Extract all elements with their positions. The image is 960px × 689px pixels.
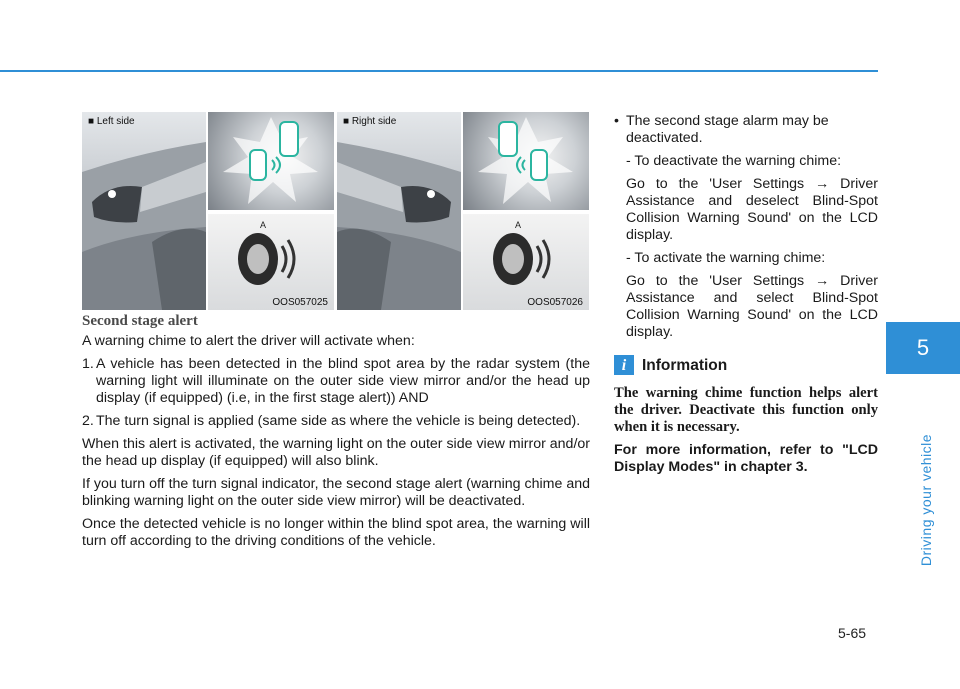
- chapter-number: 5: [916, 335, 930, 360]
- information-header: [614, 355, 878, 375]
- section-heading: Second stage alert: [82, 313, 198, 329]
- speaker-label: A: [515, 220, 522, 230]
- chapter-tab: [886, 322, 960, 374]
- figure-right-side: [337, 112, 590, 310]
- info-icon: i: [614, 355, 634, 375]
- list-item: 2. The turn signal is applied (same side as where the vehicle is being detected).: [82, 413, 581, 429]
- car-mirror-icon: [82, 112, 206, 310]
- left-column: [82, 313, 590, 556]
- information-reference: For more information, refer to "LCD Display Modes" in chapter 3.: [614, 442, 878, 475]
- body-paragraph: When this alert is activated, the warning light on the outer side view mirror and/or the head up display (if equipped) will also blink.: [82, 436, 590, 469]
- list-item: 1. A vehicle has been detected in the blind spot area by the radar system (the warning light will illuminate on the outer side view mirror and/or the head up display (if equipped) (i.e, in the first stage alert)) AND: [82, 356, 590, 406]
- figure-left-side: [82, 112, 334, 310]
- section-title: Driving your vehicle: [918, 433, 934, 567]
- information-body: The warning chime function helps alert the driver. Deactivate this function only when it is necessary.: [614, 385, 878, 435]
- header-rule: [0, 70, 878, 72]
- speaker-label: A: [260, 220, 267, 230]
- information-title: Information: [642, 356, 728, 374]
- car-mirror-icon: [337, 112, 461, 310]
- figure-label: ■ Left side: [88, 116, 135, 127]
- figure-code: OOS057026: [527, 297, 583, 308]
- speaker-illustration: [463, 214, 589, 310]
- right-column: [614, 113, 878, 482]
- bullet-item: • The second stage alarm may be deactivated.: [614, 113, 829, 146]
- figure-code: OOS057025: [272, 297, 328, 308]
- intro-paragraph: A warning chime to alert the driver will activate when:: [82, 333, 415, 349]
- figure-label: ■ Right side: [343, 116, 397, 127]
- vehicles-icon: [208, 112, 334, 210]
- vehicles-icon: [463, 112, 589, 210]
- page-number: 5-65: [838, 625, 867, 641]
- body-paragraph: Once the detected vehicle is no longer within the blind spot area, the warning will turn off according to the driving conditions of the vehicle.: [82, 516, 590, 549]
- activate-instructions: Go to the 'User Settings → Driver Assistance and select Blind-Spot Collision Warning Sound' on the LCD display.: [626, 273, 878, 340]
- deactivate-instructions: Go to the 'User Settings → Driver Assistance and deselect Blind-Spot Collision Warning Sound' on the LCD display.: [626, 176, 878, 243]
- speaker-icon: [208, 214, 334, 310]
- car-mirror-illustration: [82, 112, 206, 310]
- car-mirror-illustration: [337, 112, 461, 310]
- blind-spot-zone-illustration: [208, 112, 334, 210]
- body-paragraph: If you turn off the turn signal indicator, the second stage alert (warning chime and blinking warning light on the outer side view mirror) will be deactivated.: [82, 476, 590, 509]
- speaker-icon: [463, 214, 589, 310]
- blind-spot-zone-illustration: [463, 112, 589, 210]
- deactivate-label: - To deactivate the warning chime:: [626, 153, 842, 169]
- speaker-illustration: [208, 214, 334, 310]
- activate-label: - To activate the warning chime:: [626, 250, 826, 266]
